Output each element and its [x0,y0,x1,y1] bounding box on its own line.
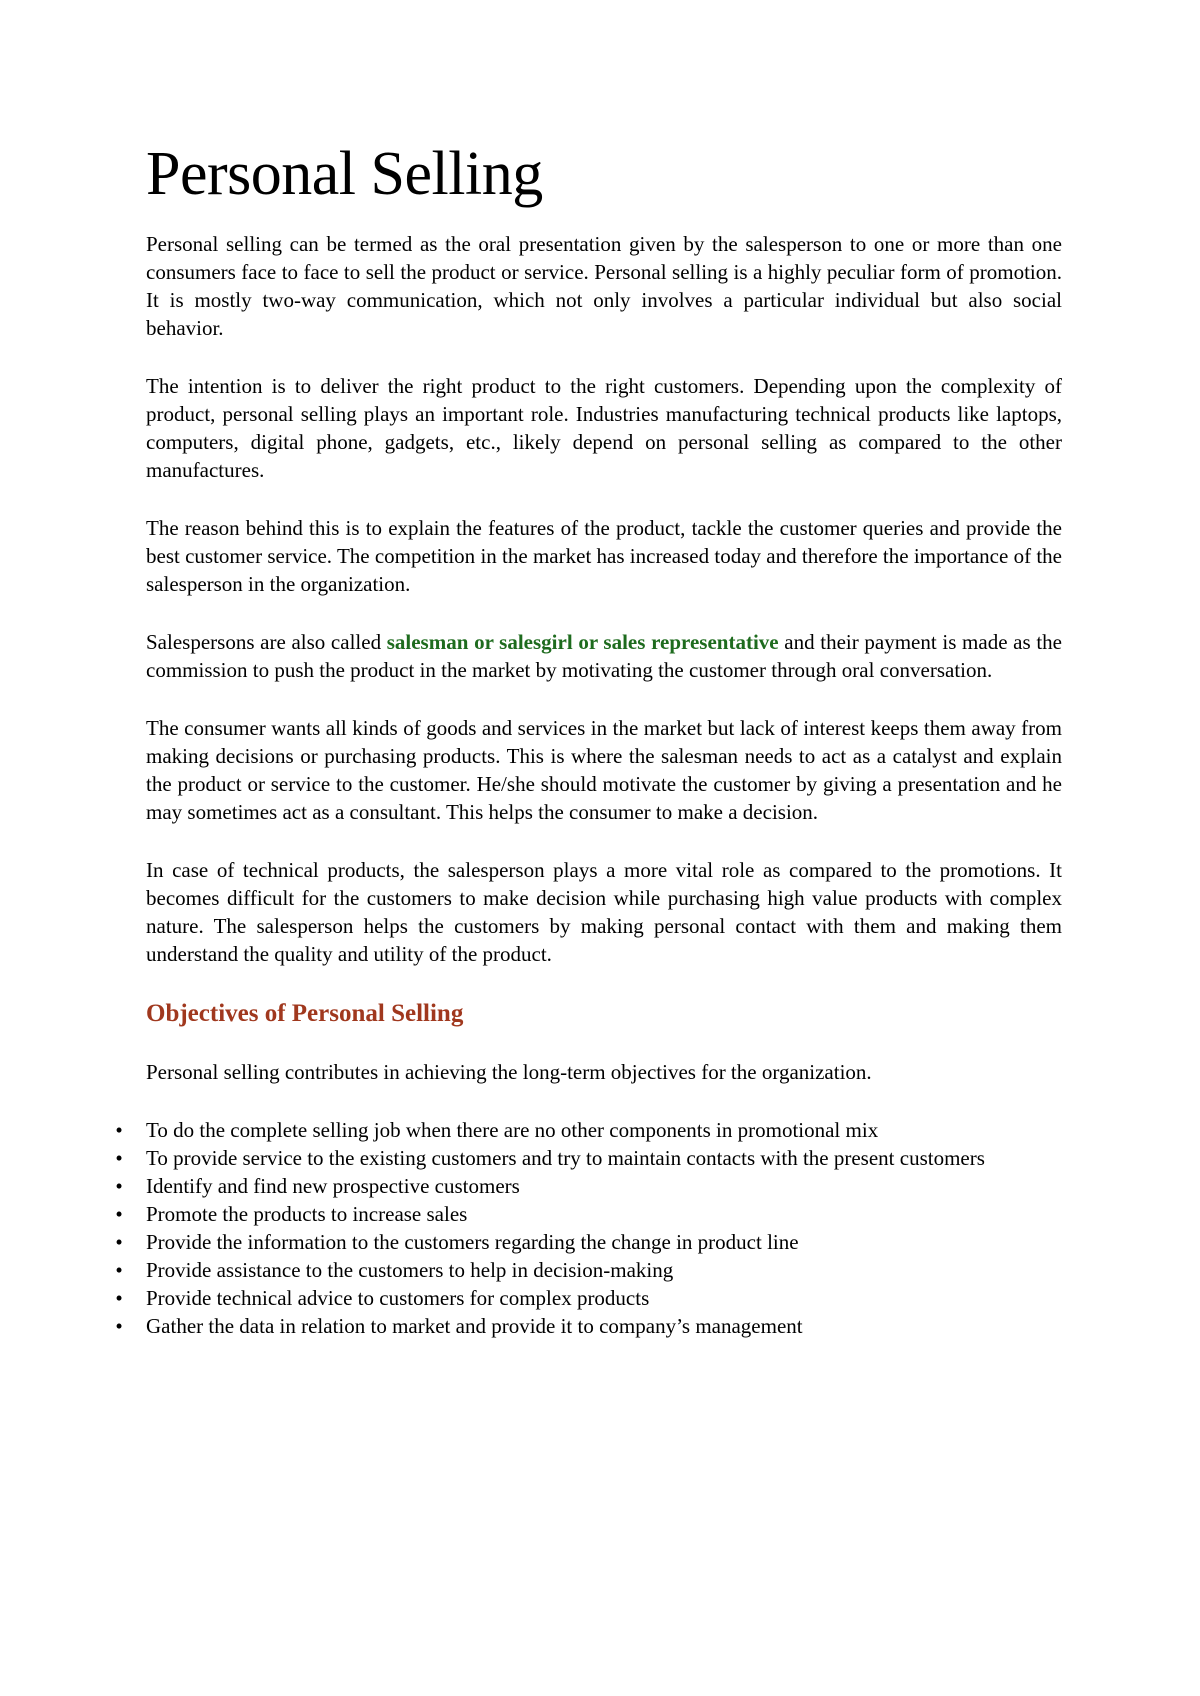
list-item-text: Provide the information to the customers regarding the change in product line [146,1230,799,1255]
paragraph-technical: In case of technical products, the salesperson plays a more vital role as compared to the promotions. It becomes difficult for the customers to make decision while purchasing high value products with complex nature. The salesperson helps the customers by making personal contact with them and making them understand the quality and utility of the product. [146,858,1062,967]
bullet-icon: • [115,1202,123,1227]
objectives-intro: Personal selling contributes in achieving the long-term objectives for the organization. [146,1060,872,1085]
list-item [115,1256,1062,1284]
list-item-text: Provide technical advice to customers for complex products [146,1286,650,1311]
bullet-icon: • [115,1230,123,1255]
list-item-text: Promote the products to increase sales [146,1202,468,1227]
document-page [115,140,1062,1340]
salespersons-text-start: Salespersons are also called [146,630,387,655]
list-item [115,1144,1062,1172]
salespersons-highlight: salesman or salesgirl or sales representative [386,630,779,655]
paragraph-consumer: The consumer wants all kinds of goods and services in the market but lack of interest keeps them away from making decisions or purchasing products. This is where the salesman needs to act as a catalyst and explain the product or service to the customer. He/she should motivate the customer by giving a presentation and he may sometimes act as a consultant. This helps the consumer to make a decision. [146,716,1062,825]
list-item [115,1284,1062,1312]
list-item-text: Gather the data in relation to market and provide it to company’s management [146,1314,803,1339]
paragraph-intention: The intention is to deliver the right product to the right customers. Depending upon the complexity of product, personal selling plays an important role. Industries manufacturing technical products like laptops, computers, digital phone, gadgets, etc., likely depend on personal selling as compared to the other manufactures. [146,374,1062,483]
paragraph-salespersons [146,628,1062,684]
list-item [115,1116,1062,1144]
salespersons-text-end: and their payment is made as the commission to push the product in the market by motivating the customer through oral conversation. [146,630,1062,683]
list-item [115,1228,1062,1256]
objectives-heading: Objectives of Personal Selling [146,1000,464,1028]
bullet-icon: • [115,1174,123,1199]
list-item [115,1172,1062,1200]
bullet-icon: • [115,1314,123,1339]
list-item-text: Provide assistance to the customers to help in decision-making [146,1258,674,1283]
bullet-icon: • [115,1258,123,1283]
page-title: Personal Selling [146,140,543,208]
list-item [115,1200,1062,1228]
list-item-text: Identify and find new prospective customers [146,1174,520,1199]
bullet-icon: • [115,1286,123,1311]
paragraph-intro: Personal selling can be termed as the oral presentation given by the salesperson to one or more than one consumers face to face to sell the product or service. Personal selling is a highly peculiar form of promotion. It is mostly two-way communication, which not only involves a particular individual but also social behavior. [146,232,1062,341]
list-item [115,1312,1062,1340]
objectives-list [115,1116,1062,1340]
bullet-icon: • [115,1146,123,1171]
paragraph-reason: The reason behind this is to explain the features of the product, tackle the customer queries and provide the best customer service. The competition in the market has increased today and therefore the importance of the salesperson in the organization. [146,516,1062,597]
list-item-text: To do the complete selling job when there are no other components in promotional mix [146,1118,879,1143]
list-item-text: To provide service to the existing customers and try to maintain contacts with the present customers [146,1146,985,1171]
bullet-icon: • [115,1118,123,1143]
